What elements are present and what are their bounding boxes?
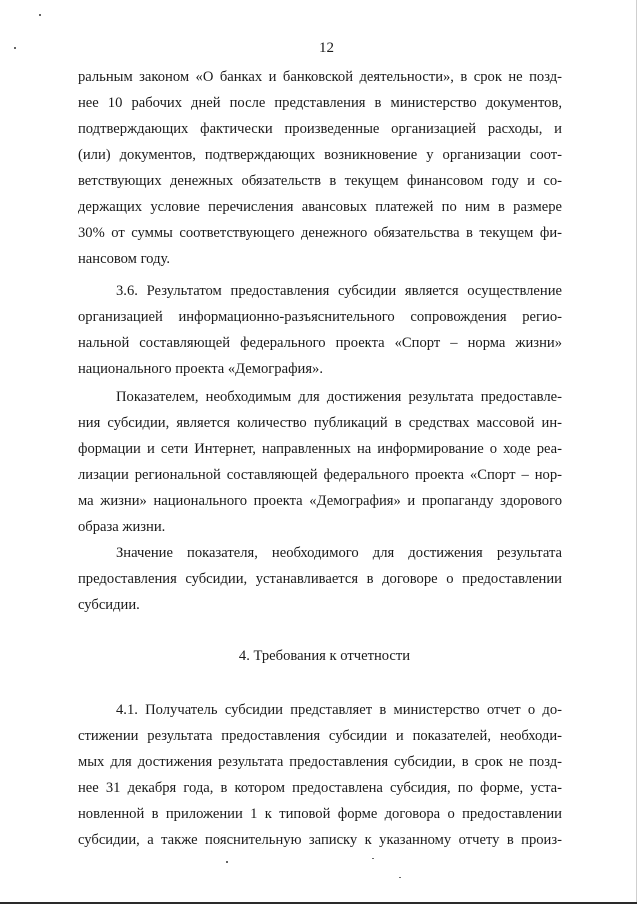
- text-line: 3.6. Результатом предоставления субсидии является осуществление: [116, 283, 562, 299]
- text-line: стижении результата предоставления субсидии и показателей, необходи-: [78, 728, 562, 744]
- text-line: ральным законом «О банках и банковской деятельности», в срок не позд-: [78, 69, 562, 85]
- scan-speck: [226, 861, 228, 863]
- scan-speck: [39, 14, 41, 16]
- text-line: субсидии.: [78, 597, 140, 613]
- text-line: держащих условие перечисления авансовых платежей по ним в размере: [78, 199, 562, 215]
- text-line: Показателем, необходимым для достижения результата предоставле-: [116, 389, 562, 405]
- paragraph-4-1: [78, 697, 562, 853]
- text-line: подтверждающих фактически произведенные организацией расходы, и: [78, 121, 562, 137]
- text-line: 4.1. Получатель субсидии представляет в министерство отчет о до-: [116, 702, 562, 718]
- text-line: нее 31 декабря года, в котором предоставлена субсидия, по форме, уста-: [78, 780, 562, 796]
- paragraph-continuation: [78, 64, 562, 272]
- text-line: 30% от суммы соответствующего денежного обязательства в текущем фи-: [78, 225, 562, 241]
- text-line: ма жизни» национального проекта «Демография» и пропаганду здорового: [78, 493, 562, 509]
- text-line: новленной в приложении 1 к типовой форме договора о предоставлении: [78, 806, 562, 822]
- text-line: субсидии, а также пояснительную записку к указанному отчету в произ-: [78, 832, 562, 848]
- text-line: нальной составляющей федерального проекта «Спорт – норма жизни»: [78, 335, 562, 351]
- scan-speck: [399, 877, 401, 878]
- page-number: 12: [319, 40, 334, 56]
- text-line: формации и сети Интернет, направленных на информирование о ходе реа-: [78, 441, 562, 457]
- text-line: мых для достижения результата предоставления субсидии, в срок не позд-: [78, 754, 562, 770]
- text-line: организацией информационно-разъяснительного сопровождения регио-: [78, 309, 562, 325]
- text-line: предоставления субсидии, устанавливается в договоре о предоставлении: [78, 571, 562, 587]
- text-line: национального проекта «Демография».: [78, 361, 323, 377]
- text-line: (или) документов, подтверждающих возникновение у организации соот-: [78, 147, 562, 163]
- paragraph-indicator: [78, 384, 562, 540]
- text-line: нее 10 рабочих дней после представления в министерство документов,: [78, 95, 562, 111]
- section-heading: 4. Требования к отчетности: [238, 648, 411, 664]
- text-line: Значение показателя, необходимого для достижения результата: [116, 545, 562, 561]
- text-line: ветствующих денежных обязательств в текущем финансовом году и со-: [78, 173, 562, 189]
- scan-speck: [372, 858, 374, 859]
- paragraph-3-6: [78, 278, 562, 382]
- text-line: лизации региональной составляющей федерального проекта «Спорт – нор-: [78, 467, 562, 483]
- text-line: нансовом году.: [78, 251, 170, 267]
- text-line: образа жизни.: [78, 519, 166, 535]
- text-line: ния субсидии, является количество публикаций в средствах массовой ин-: [78, 415, 562, 431]
- paragraph-indicator-value: [78, 540, 562, 618]
